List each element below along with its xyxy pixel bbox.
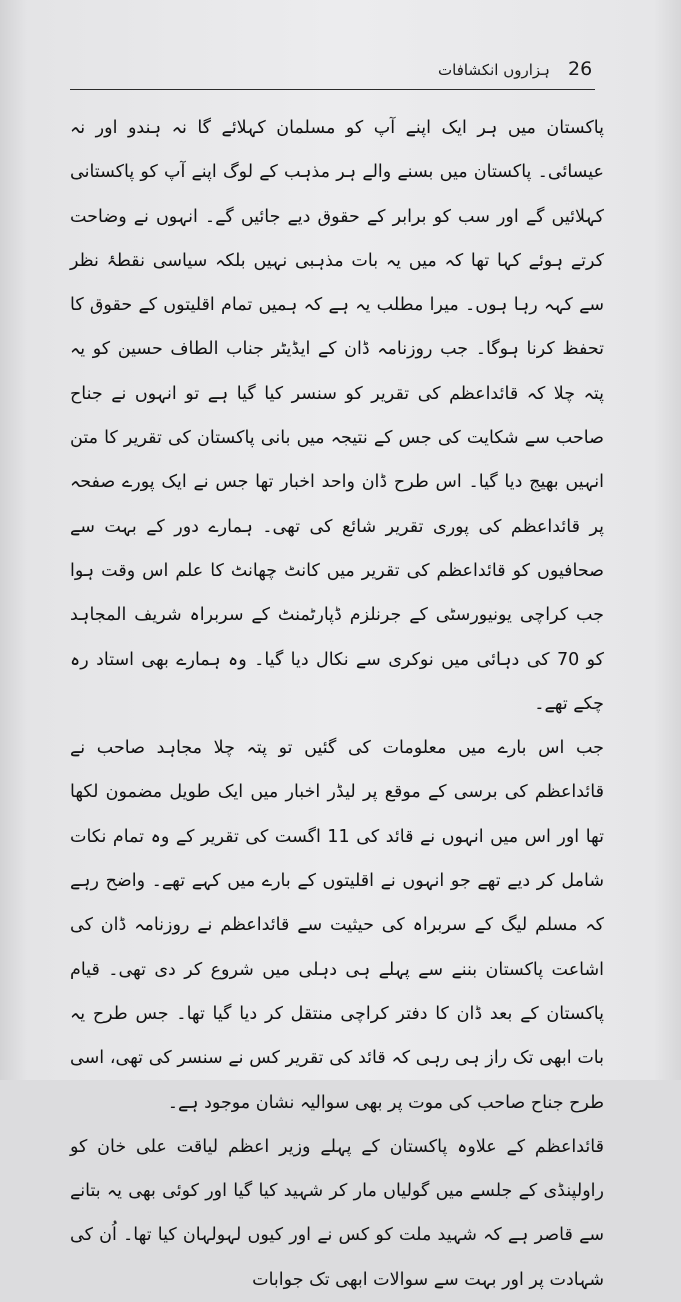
running-title: ہزاروں انکشافات xyxy=(438,61,550,79)
page-number: 26 xyxy=(568,58,593,80)
paragraph-1: پاکستان میں ہر ایک اپنے آپ کو مسلمان کہلائے گا نہ ہندو اور نہ عیسائی۔ پاکستان میں بسنے والے ہر مذہب کے لوگ اپنے آپ کو پاکستانی کہلائیں گے اور سب کو برابر کے حقوق دیے جائیں گے۔ انہوں نے وضاحت کرتے ہوئے کہا تھا کہ میں یہ بات مذہبی نہیں بلکہ سیاسی نقطۂ نظر سے کہہ رہا ہوں۔ میرا مطلب یہ ہے کہ ہمیں تمام اقلیتوں کے حقوق کا تحفظ کرنا ہوگا۔ جب روزنامہ ڈان کے ایڈیٹر جناب الطاف حسین کو یہ پتہ چلا کہ قائداعظم کی تقریر کو سنسر کیا گیا ہے تو انہوں نے جناح صاحب سے شکایت کی جس کے نتیجہ میں بانی پاکستان کی تقریر کا متن انہیں بھیج دیا گیا۔ اس طرح ڈان واحد اخبار تھا جس نے ایک پورے صفحہ پر قائداعظم کی پوری تقریر شائع کی تھی۔ ہمارے دور کے بہت سے صحافیوں کو قائداعظم کی تقریر میں کانٹ چھانٹ کا علم اس وقت ہوا جب کراچی یونیورسٹی کے جرنلزم ڈپارٹمنٹ کے سربراہ شریف المجاہد کو 70 کی دہائی میں نوکری سے نکال دیا گیا۔ وہ ہمارے بھی استاد رہ چکے تھے۔ xyxy=(70,118,604,714)
paragraph-3: قائداعظم کے علاوہ پاکستان کے پہلے وزیر اعظم لیاقت علی خان کو راولپنڈی کے جلسے میں گولیاں مار کر شہید کیا گیا اور کوئی بھی یہ بتانے سے قاصر ہے کہ شہید ملت کو کس نے اور کیوں لہولہان کیا تھا۔ اُن کی شہادت پر اور بہت سے سوالات ابھی تک جوابات xyxy=(70,1136,604,1290)
page-header xyxy=(70,56,595,90)
body-text xyxy=(70,106,604,1302)
paragraph-2: جب اس بارے میں معلومات کی گئیں تو پتہ چلا مجاہد صاحب نے قائداعظم کی برسی کے موقع پر لیڈر اخبار میں ایک طویل مضمون لکھا تھا اور اس میں انہوں نے قائد کی 11 اگست کی تقریر کے وہ تمام نکات شامل کر دیے تھے جو انہوں نے اقلیتوں کے بارے میں کہے تھے۔ واضح رہے کہ مسلم لیگ کے سربراہ کی حیثیت سے قائداعظم نے روزنامہ ڈان کی اشاعت پاکستان بننے سے پہلے ہی دہلی میں شروع کر دی تھی۔ قیام پاکستان کے بعد ڈان کا دفتر کراچی منتقل کر دیا گیا تھا۔ جس طرح یہ بات ابھی تک راز ہی رہی کہ قائد کی تقریر کس نے سنسر کی تھی، اسی طرح جناح صاحب کی موت پر بھی سوالیہ نشان موجود ہے۔ xyxy=(70,738,604,1113)
header-rule xyxy=(70,89,595,90)
